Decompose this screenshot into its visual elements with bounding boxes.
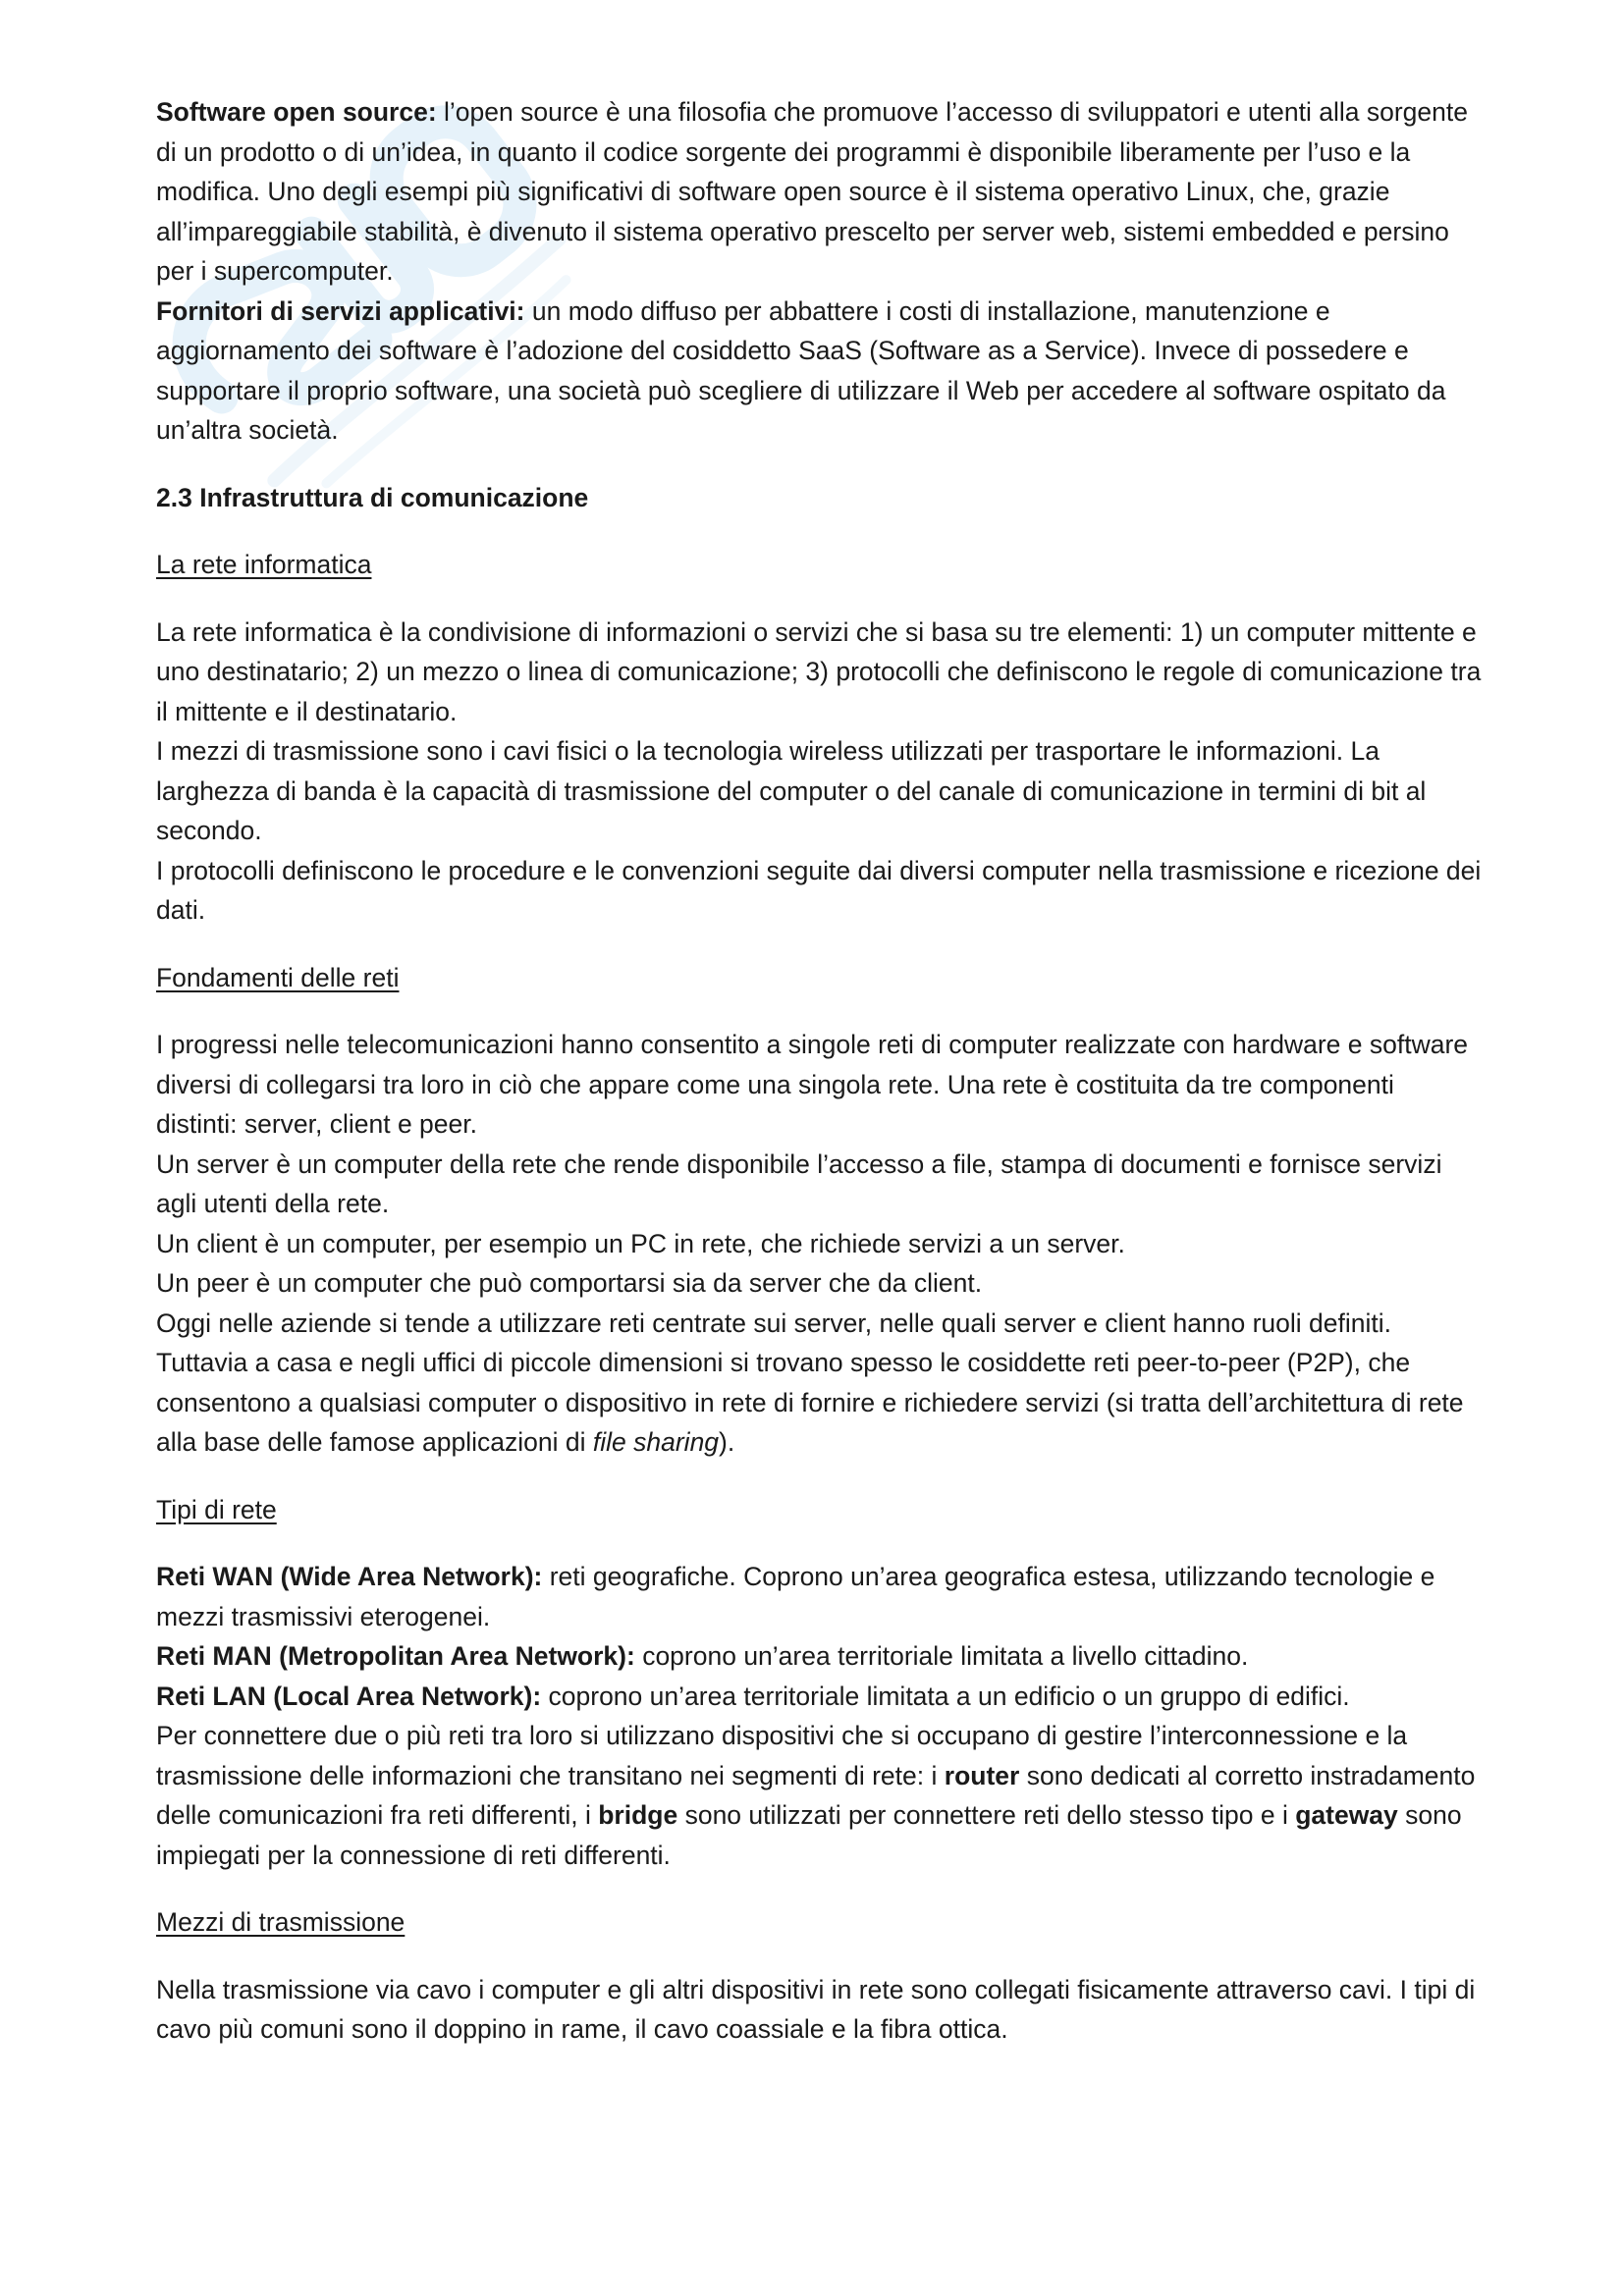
text-dispositivi-b: sono dedicati al corretto instradamento delle comunicazioni fra reti differenti, i [156, 1760, 1476, 1830]
text-open-source: l’open source è una filosofia che promuove l’accesso di sviluppatori e utenti alla sorgente di un prodotto o di un’idea, in quanto il codice sorgente dei programmi è disponibile liberamente per l’uso e la modifica. Uno degli esempi più significativi di software open source è il sistema operativo Linux, che, grazie all’impareggiabile stabilità, è divenuto il sistema operativo prescelto per server web, sistemi embedded e persino per i supercomputer. [156, 97, 1468, 286]
subheading-mezzi: Mezzi di trasmissione [156, 1907, 406, 1937]
paragraph-open-source [156, 92, 1482, 292]
paragraph-fondamenti-2: Un server è un computer della rete che rende disponibile l’accesso a file, stampa di documenti e fornisce servizi agli utenti della rete. [156, 1148, 1442, 1218]
subheading-fondamenti: Fondamenti delle reti [156, 962, 400, 992]
section-heading: 2.3 Infrastruttura di comunicazione [156, 482, 589, 512]
paragraph-rete-2: I mezzi di trasmissione sono i cavi fisici o la tecnologia wireless utilizzati per trasportare le informazioni. La larghezza di banda è la capacità di trasmissione del computer o del canale di comunicazione in termini di bit al secondo. [156, 736, 1427, 845]
text-man: coprono un’area territoriale limitata a livello cittadino. [634, 1641, 1249, 1671]
document-page [156, 92, 1482, 2050]
paragraph-rete-3: I protocolli definiscono le procedure e le convenzioni seguite dai diversi computer nella trasmissione e ricezione dei dati. [156, 855, 1482, 925]
paragraph-fondamenti-5 [156, 1304, 1482, 1463]
text-p2p: Oggi nelle aziende si tende a utilizzare reti centrate sui server, nelle quali server e client hanno ruoli definiti. Tuttavia a casa e negli uffici di piccole dimensioni si trovano spesso le cosiddette reti peer-to-peer (P2P), che consentono a qualsiasi computer o dispositivo in rete di fornire e richiedere servizi (si tratta dell’architettura di rete alla base delle famose applicazioni di [156, 1308, 1464, 1457]
subheading-rete-informatica: La rete informatica [156, 550, 372, 579]
paragraph-fondamenti-1: I progressi nelle telecomunicazioni hanno consentito a singole reti di computer realizzate con hardware e software diversi di collegarsi tra loro in ciò che appare come una singola rete. Una rete è costituita da tre componenti distinti: server, client e peer. [156, 1030, 1469, 1139]
text-dispositivi-d: sono impiegati per la connessione di reti differenti. [156, 1800, 1462, 1870]
term-bridge: bridge [598, 1800, 678, 1830]
paragraph-fondamenti-4: Un peer è un computer che può comportarsi sia da server che da client. [156, 1268, 983, 1298]
text-lan: coprono un’area territoriale limitata a un edificio o un gruppo di edifici. [541, 1681, 1350, 1711]
term-man: Reti MAN (Metropolitan Area Network): [156, 1641, 635, 1671]
text-saas: un modo diffuso per abbattere i costi di installazione, manutenzione e aggiornamento dei software è l’adozione del cosiddetto SaaS (Software as a Service). Invece di possedere e supportare il proprio software, una società può scegliere di utilizzare il Web per accedere al software ospitato da un’altra società. [156, 295, 1446, 445]
term-lan: Reti LAN (Local Area Network): [156, 1681, 542, 1711]
subheading-tipi-di-rete: Tipi di rete [156, 1494, 277, 1524]
text-p2p-end: ). [719, 1427, 735, 1457]
term-router: router [944, 1760, 1020, 1790]
paragraph-dispositivi [156, 1716, 1482, 1875]
paragraph-lan [156, 1677, 1482, 1717]
paragraph-fondamenti-3: Un client è un computer, per esempio un PC in rete, che richiede servizi a un server. [156, 1228, 1125, 1258]
text-dispositivi-a: Per connettere due o più reti tra loro si utilizzano dispositivi che si occupano di gestire l’interconnessione e la trasmissione delle informazioni che transitano nei segmenti di rete: i [156, 1721, 1408, 1790]
paragraph-saas [156, 292, 1482, 451]
paragraph-man [156, 1636, 1482, 1677]
term-saas: Fornitori di servizi applicativi: [156, 295, 525, 326]
text-wan: reti geografiche. Coprono un’area geografica estesa, utilizzando tecnologie e mezzi trasmissivi eterogenei. [156, 1562, 1435, 1631]
term-wan: Reti WAN (Wide Area Network): [156, 1562, 543, 1591]
paragraph-rete-1: La rete informatica è la condivisione di informazioni o servizi che si basa su tre elementi: 1) un computer mittente e uno destinatario; 2) un mezzo o linea di comunicazione; 3) protocolli che definiscono le regole di comunicazione tra il mittente e il destinatario. [156, 616, 1482, 726]
term-open-source: Software open source: [156, 97, 437, 127]
term-file-sharing: file sharing [592, 1427, 720, 1457]
term-gateway: gateway [1295, 1800, 1398, 1830]
paragraph-mezzi-1: Nella trasmissione via cavo i computer e gli altri dispositivi in rete sono collegati fisicamente attraverso cavi. I tipi di cavo più comuni sono il doppino in rame, il cavo coassiale e la fibra ottica. [156, 1974, 1476, 2044]
paragraph-wan [156, 1557, 1482, 1636]
text-dispositivi-c: sono utilizzati per connettere reti dello stesso tipo e i [677, 1800, 1296, 1830]
